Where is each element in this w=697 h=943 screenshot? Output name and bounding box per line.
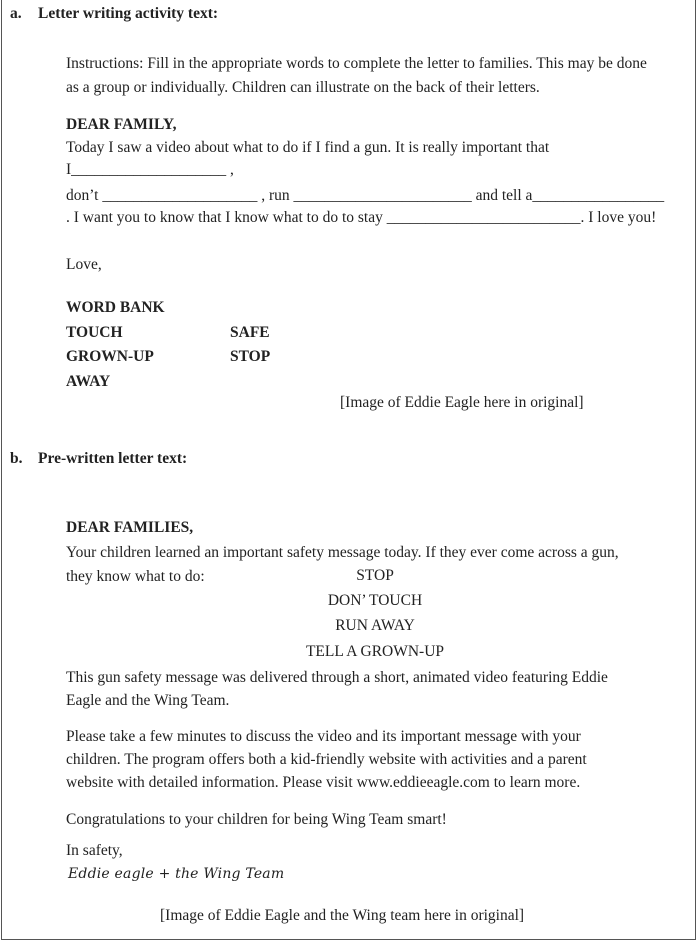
word-bank-word: TOUCH [66, 324, 123, 341]
congrats-line: Congratulations to your children for being Wing Team smart! [66, 811, 447, 828]
letter-salutation: DEAR FAMILY, [66, 116, 177, 133]
image-placeholder-note: [Image of Eddie Eagle here in original] [340, 394, 584, 411]
safety-step: TELL A GROWN-UP [305, 643, 445, 660]
word-bank-word: AWAY [66, 373, 111, 390]
signature: Eddie eagle + the Wing Team [68, 866, 285, 882]
word-bank-word: GROWN-UP [66, 348, 154, 365]
paragraph-line: website with detailed information. Please visit www.eddieeagle.com to learn more. [66, 774, 581, 791]
section-b-marker: b. [10, 450, 23, 467]
word-bank-word: STOP [230, 348, 271, 365]
image-placeholder-note: [Image of Eddie Eagle and the Wing team here in original] [160, 907, 525, 924]
intro-line: they know what to do: [66, 568, 205, 585]
safety-step: DON’ TOUCH [327, 592, 423, 609]
letter-line: Today I saw a video about what to do if I find a gun. It is really important that [66, 139, 550, 156]
safety-step: STOP [356, 567, 394, 584]
instructions-line: Instructions: Fill in the appropriate words to complete the letter to families. This may be done [66, 55, 647, 72]
section-a-heading: Letter writing activity text: [38, 5, 219, 22]
letter-salutation: DEAR FAMILIES, [66, 519, 194, 536]
paragraph-line: Please take a few minutes to discuss the video and its important message with your [66, 728, 581, 745]
paragraph-line: children. The program offers both a kid-friendly website with activities and a parent [66, 751, 587, 768]
section-b-heading: Pre-written letter text: [38, 450, 188, 467]
paragraph-line: Eagle and the Wing Team. [66, 692, 230, 709]
letter-line: don’t ____________________ , run _______________________ and tell a_________________ [66, 187, 665, 204]
intro-line: Your children learned an important safety message today. If they ever come across a gun, [66, 544, 619, 561]
section-a-marker: a. [10, 5, 22, 22]
instructions-line: as a group or individually. Children can illustrate on the back of their letters. [66, 79, 540, 96]
letter-line: . I want you to know that I know what to do to stay _________________________. I love you! [66, 209, 657, 226]
safety-step: RUN AWAY [335, 617, 415, 634]
letter-closing: Love, [66, 256, 102, 273]
word-bank-word: SAFE [230, 324, 270, 341]
letter-closing: In safety, [66, 842, 123, 859]
paragraph-line: This gun safety message was delivered through a short, animated video featuring Eddie [66, 669, 608, 686]
letter-line: I____________________ , [66, 161, 234, 178]
word-bank-title: WORD BANK [66, 299, 165, 316]
